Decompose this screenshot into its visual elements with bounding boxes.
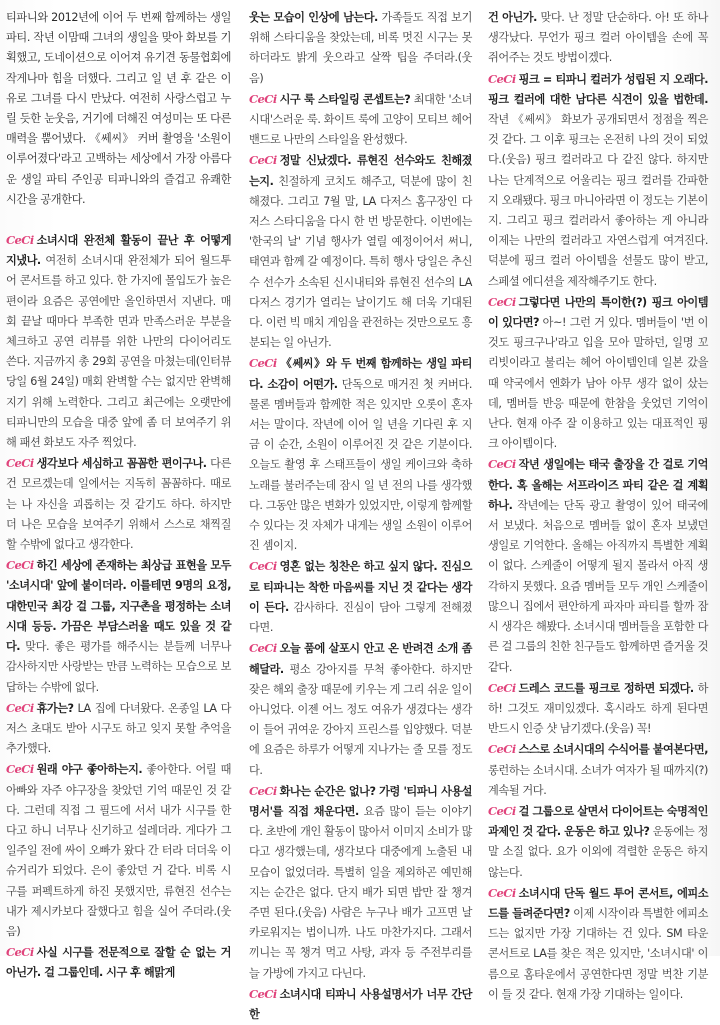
- ceci-marker-icon: CeCi: [249, 153, 277, 168]
- question: 오늘 품에 살포시 안고 온 반려견 소개 좀 해달라.: [249, 642, 472, 676]
- qa-item: [488, 292, 708, 455]
- column-1: [6, 8, 231, 980]
- question: 핑크 = 티파니 컬러가 성립된 지 오래다. 핑크 컬러에 대한 남다른 식견이 있을 법한데.: [488, 72, 708, 106]
- ceci-marker-icon: CeCi: [249, 559, 277, 574]
- question: 영혼 없는 칭찬은 하고 싶지 않다. 진심으로 티파니는 착한 마음씨를 지닌 것 같다는 생각이 든다.: [249, 560, 472, 614]
- answer: 단독으로 매거진 첫 커버다. 물론 멤버들과 함께한 적은 있지만 오롯이 혼자서는 말이다. 작년에 이어 일 년을 기다린 후 지금 이 순간, 소원이 이루어진 것 같은 기분이다. 오늘도 촬영 후 스태프들이 생일 케이크와 축하 노래를 불러주는데 잠시 일 년 전의 나를 생각했다. 그동안 많은 변화가 있었지만, 이렇게 함께할 수 있다는 것 자체가 내게는 생일 소원이 이루어진 셈이지.: [249, 377, 472, 553]
- question-continued: 건 아닌가.: [488, 11, 537, 24]
- question: 작년 생일에는 태국 출장을 간 걸로 기억한다. 혹 올해는 서프라이즈 파티 같은 걸 계획하나.: [488, 458, 708, 512]
- qa-item: [6, 230, 231, 453]
- continued-paragraph: [249, 8, 472, 89]
- ceci-marker-icon: CeCi: [488, 885, 516, 900]
- answer: 요즘 많이 듣는 이야기다. 초반에 개인 활동이 많아서 이미지 소비가 많다고 생각했는데, 생각보다 대중에게 노출된 내 모습이 없었더라. 특별히 일을 제외하곤 예민해지는 순간은 없다. 단지 배가 되면 밥만 잘 챙겨주면 된다.(웃음) 사람은 누구나 배가 고프면 날카로워지는 법이니까. 나도 마찬가지다. 그래서 끼니는 꼭 챙겨 먹고 사탕, 과자 등 주전부리를 늘 가방에 가지고 다닌다.: [249, 804, 473, 980]
- question: 걸 그룹으로 살면서 다이어트는 숙명적인 과제인 것 같다. 운동은 하고 있나?: [488, 804, 708, 839]
- qa-item: [249, 89, 472, 151]
- ceci-marker-icon: CeCi: [249, 91, 277, 106]
- ceci-marker-icon: CeCi: [488, 680, 516, 695]
- qa-item: [6, 942, 231, 983]
- qa-item: [488, 678, 708, 740]
- qa-item: [6, 698, 231, 760]
- ceci-marker-icon: CeCi: [488, 803, 516, 818]
- question: 소녀시대 단독 월드 투어 콘서트, 에피소드를 들려준다면?: [488, 886, 708, 920]
- answer: 친절하게 코치도 해주고, 덕분에 많이 친해졌다. 그리고 7월 말, LA 다저스 홈구장인 다저스 스타디움을 다시 한 번 방문한다. 이번에는 '한국의 날' 기념 행사가 열릴 예정이어서 써니, 태연과 함께 갈 예정이다. 특히 행사 당일은 추신수 선수가 소속된 신시내티와 류현진 선수의 LA 다저스 경기가 열리는 날이기도 해 더욱 기대된다. 이런 빅 매치 게임을 관전하는 것만으로도 흥분되는 일 아닌가.: [249, 174, 472, 350]
- qa-item: [488, 739, 708, 801]
- qa-item: [249, 556, 472, 638]
- ceci-marker-icon: CeCi: [6, 762, 34, 777]
- question: 그렇다면 나만의 특이한(?) 핑크 아이템이 있다면?: [488, 295, 708, 330]
- qa-item: [6, 759, 231, 942]
- ceci-marker-icon: CeCi: [488, 71, 516, 86]
- answer: 여전히 소녀시대 완전체가 되어 월드투어 콘서트를 하고 있다. 한 가지에 몰입도가 높은 편이라 요즘은 공연에만 올인하면서 지낸다. 매회 끝날 때마다 부족한 면과 만족스러운 부분을 체크하고 공연 리뷰를 위한 나만의 다이어리도 쓴다. 지금까지 총 29회 공연을 마쳤는데(인터뷰 당일 6월 24일) 매회 완벽할 수는 없지만 완벽해지기 위해 노력한다. 그리고 최근에는 오랫만에 티파니만의 모습을 대중 앞에 좀 더 보여주기 위해 패션 화보도 자주 찍었다.: [6, 254, 231, 450]
- qa-item: [249, 150, 472, 353]
- qa-item: [249, 781, 472, 984]
- ceci-marker-icon: CeCi: [6, 700, 34, 715]
- answer: 좋아한다. 어릴 때 아빠와 자주 야구장을 찾았던 기억 때문인 것 같다. 그런데 직접 그 필드에 서서 내가 시구를 한다고 하니 너무나 신기하고 설레더라. 게다가 그 일주일 전에 싸이 오빠가 왔다 간 터라 더더욱 이슈거리가 되었다. 은이 좋았던 거 같다. 비록 시구를 퍼펙트하게 하진 못했지만, 류현진 선수는 내가 제시카보다 잘했다고 힘을 실어 주더라.(웃음): [6, 763, 231, 938]
- qa-item: [249, 353, 472, 556]
- answer: 다른 건 모르겠는데 일에서는 지독히 꼼꼼하다. 때로는 나 자신을 괴롭히는 것 같기도 하다. 하지만 더 나은 모습을 보여주기 위해서 스스로 채찍질할 수밖에 없다고 생각한다.: [6, 457, 231, 552]
- answer: LA 집에 다녀왔다. 온종일 LA 다저스 초대도 받아 시구도 하고 잊지 못할 추억을 추가했다.: [6, 701, 231, 756]
- answer: 맞다. 좋은 평가를 해주시는 분들께 너무나 감사하지만 사랑받는 만큼 노력하는 모습으로 보답하는 수밖에 없다.: [6, 640, 231, 694]
- qa-item: [488, 454, 708, 677]
- question: 생각보다 세심하고 꼼꼼한 편이구나.: [36, 457, 207, 471]
- question: 화나는 순간은 없나? 가령 '티파니 사용설명서'를 직접 채운다면.: [249, 784, 472, 818]
- answer: 최대한 '소녀시대'스러운 룩. 화이트 룩에 고양이 모티브 헤어밴드로 나만의 스타일을 완성했다.: [249, 92, 472, 147]
- ceci-marker-icon: CeCi: [488, 457, 516, 472]
- qa-item: [249, 638, 472, 780]
- question: 소녀시대 완전체 활동이 끝난 후 어떻게 지냈나.: [6, 234, 231, 268]
- answer: 평소 강아지를 무척 좋아한다. 하지만 잦은 해외 출장 때문에 키우는 게 그리 쉬운 일이 아니었다. 이젠 어느 정도 여유가 생겼다는 생각이 들어 귀여운 강아지 프린스를 입양했다. 덕분에 요즘은 하루가 어떻게 지나가는 줄 모를 정도다.: [249, 662, 472, 777]
- answer: 이제 시작이라 특별한 에피소드는 없지만 가장 기대하는 건 있다. SM 타운 콘서트로 LA를 찾은 적은 있지만, '소녀시대' 이름으로 홈타운에서 공연한다면 정말 벅찬 기분이 들 것 같다. 현재 가장 기대하는 일이다.: [488, 906, 708, 1001]
- ceci-marker-icon: CeCi: [6, 456, 34, 471]
- answer: 운동에는 정말 소질 없다. 요가 이외에 격렬한 운동은 하지 않는다.: [488, 825, 708, 879]
- question: 사실 시구를 전문적으로 잘할 순 없는 거 아닌가. 걸 그룹인데. 시구 후 해맑게: [6, 946, 231, 980]
- ceci-marker-icon: CeCi: [6, 233, 34, 248]
- ceci-marker-icon: CeCi: [488, 742, 516, 757]
- column-3: [488, 8, 708, 1001]
- ceci-marker-icon: CeCi: [249, 641, 277, 656]
- ceci-marker-icon: CeCi: [6, 945, 34, 960]
- answer: 작년 《쎄씨》 화보가 공개되면서 정점을 찍은 것 같다. 그 이후 핑크는 온전히 나의 것이 되었다.(웃음) 핑크 컬러라고 다 같진 않다. 하지만 나는 단계적으로 어울리는 핑크 컬러를 간파한 지 오래됐다. 핑크 마니아라면 이 정도는 기본이지. 그리고 핑크 컬러라서 좋아하는 게 아니라 이제는 나만의 컬러라고 자연스럽게 여겨진다. 덕분에 핑크 컬러 아이템을 선물도 많이 받고, 스페셜 에디션을 제작해주기도 한다.: [488, 113, 708, 288]
- question: 드레스 코드를 핑크로 정하면 되겠다.: [518, 681, 694, 695]
- question: 하긴 세상에 존재하는 최상급 표현을 모두 '소녀시대' 앞에 붙이더라. 이를테면 9명의 요정, 대한민국 최강 걸 그룹, 지구촌을 평정하는 소녀시대 등등. 가끔은 부담스러울 때도 있을 것 같다.: [6, 559, 231, 654]
- answer: 작년에는 단독 광고 촬영이 있어 태국에서 보냈다. 처음으로 멤버들 없이 혼자 보냈던 생일로 기억한다. 올해는 아직까지 특별한 계획이 없다. 스케줄이 어떻게 될지 몰라서 아직 생각하지 못했다. 요즘 멤버들 모두 개인 스케줄이 많으니 집에서 편안하게 파자마 파티를 할까 잠시 생각은 해봤다. 소녀시대 멤버들을 포함한 다른 걸 그룹의 친한 친구들도 함께하면 즐거울 것 같다.: [488, 498, 708, 674]
- qa-item: [6, 453, 231, 555]
- question: 휴가는?: [36, 701, 74, 715]
- ceci-marker-icon: CeCi: [249, 986, 277, 1001]
- answer: 하하! 그것도 재미있겠다. 혹시라도 하게 된다면 반드시 인증 샷 남기겠다.(웃음) 꼭!: [488, 681, 708, 736]
- qa-item: [249, 984, 472, 1025]
- question: 소녀시대 티파니 사용설명서가 너무 간단한: [249, 987, 472, 1021]
- question-continued: 웃는 모습이 인상에 남는다.: [249, 11, 378, 24]
- qa-item: [6, 555, 231, 697]
- answer: 롱런하는 소녀시대. 소녀가 여자가 될 때까지(?) 계속될 거다.: [488, 763, 708, 797]
- ceci-marker-icon: CeCi: [249, 783, 277, 798]
- answer: 아~! 그런 거 있다. 멤버들이 '번 이것도 핑크구나'라고 입을 모아 말하던, 일명 꼬리빗이라고 불리는 헤어 아이템인데 일본 갔을 때 약국에서 엔화가 남아 아무 생각 없이 샀는데, 멤버들 반응 때문에 한참을 웃었던 기억이 난다. 현재 아주 잘 이용하고 있는 대표적인 핑크 아이템이다.: [488, 316, 708, 451]
- ceci-marker-icon: CeCi: [249, 356, 277, 371]
- answer: 가족들도 직접 보기 위해 스타디움을 찾았는데, 비록 멋진 시구는 못하더라도 밝게 웃으라고 살짝 팁을 주더라.(웃음): [249, 11, 472, 85]
- question: 《쎄씨》와 두 번째 함께하는 생일 파티다. 소감이 어떤가.: [249, 357, 472, 391]
- qa-item: [488, 801, 708, 883]
- continued-paragraph: [488, 8, 708, 69]
- answer: 감사하다. 진심이 담아 그렇게 전해졌다면.: [249, 600, 472, 635]
- qa-item: [488, 69, 708, 292]
- question: 시구 룩 스타일링 콘셉트는?: [279, 92, 411, 106]
- ceci-marker-icon: CeCi: [488, 294, 516, 309]
- question: 스스로 소녀시대의 수식어를 붙여본다면,: [518, 743, 708, 757]
- answer: 맞다. 난 정말 단순하다. 아! 또 하나 생각났다. 무언가 핑크 컬러 아이템을 손에 꼭 쥐어주는 것도 방법이겠다.: [488, 11, 708, 65]
- ceci-marker-icon: CeCi: [6, 558, 34, 573]
- column-2: [249, 8, 473, 1021]
- question: 정말 신났겠다. 류현진 선수와도 친해졌는지.: [249, 154, 472, 188]
- qa-item: [488, 883, 708, 1005]
- intro-paragraph: 티파니와 2012년에 이어 두 번째 함께하는 생일 파티. 작년 이맘때 그녀의 생일을 맞아 화보를 기획했고, 도네이션으로 이어져 유기견 동물협회에 작게나마 힘을 더했다. 그리고 일 년 후 같은 이유로 그녀를 다시 만났다. 여전히 사랑스럽고 누릴 듯한 눈웃음, 거기에 더해진 여성미는 또 다른 매력을 뿜어냈다. 《쎄씨》 커버 촬영을 '소원이 이루어졌다'라고 고백하는 세상에서 가장 아름다운 생일 파티 주인공 티파니와의 즐겁고 유쾌한 시간을 공개한다.: [6, 11, 231, 206]
- question: 원래 야구 좋아하는지.: [36, 763, 143, 777]
